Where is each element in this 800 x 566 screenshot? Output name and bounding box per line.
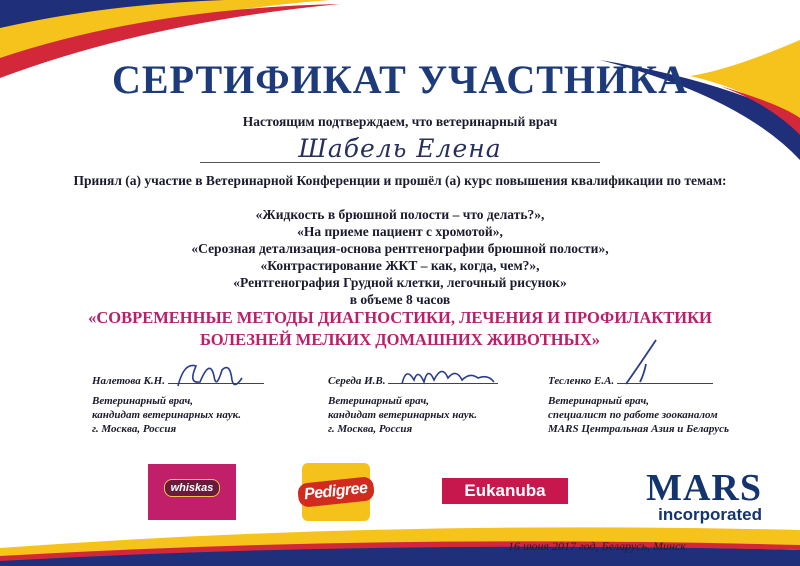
signatory-name: Тесленко Е.А.: [548, 375, 615, 387]
signatory-role-line: Ветеринарный врач,: [328, 395, 429, 407]
signatory-role-line: специалист по работе зооканалом: [548, 409, 718, 421]
hours-text: в объеме 8 часов: [349, 292, 451, 307]
signatory-role-line: г. Москва, Россия: [328, 423, 413, 435]
handwritten-signature: [170, 356, 250, 396]
mars-subtitle: incorporated: [658, 505, 762, 524]
signatory-role-line: кандидат ветеринарных наук.: [328, 409, 477, 421]
name-underline: [200, 162, 600, 163]
mars-wordmark: MARS: [646, 467, 762, 509]
program-title-line: «СОВРЕМЕННЫЕ МЕТОДЫ ДИАГНОСТИКИ, ЛЕЧЕНИЯ И ПРОФИЛАКТИКИ: [88, 308, 712, 327]
topic-item: «На приеме пациент с хромотой»,: [297, 224, 503, 239]
signatory-role-line: Ветеринарный врач,: [92, 395, 193, 407]
whiskas-wordmark: whiskas: [164, 479, 221, 497]
topics-list: [0, 206, 800, 308]
signatory-role: [92, 394, 264, 436]
date-place: 16 июня 2017 год, Беларусь, Минск: [508, 539, 686, 553]
certificate-title: СЕРТИФИКАТ УЧАСТНИКА: [111, 57, 689, 102]
handwritten-signature: [616, 334, 676, 390]
topic-item: «Жидкость в брюшной полости – что делать?»,: [255, 207, 545, 222]
signatory-role-line: MARS Центральная Азия и Беларусь: [548, 423, 730, 435]
topic-item: «Рентгенография Грудной клетки, легочный рисунок»: [233, 275, 567, 290]
mars-logo: [612, 467, 762, 526]
program-title: [0, 307, 800, 351]
participation-text: Принял (а) участие в Ветеринарной Конференции и прошёл (а) курс повышения квалификации по темам:: [73, 173, 727, 188]
participant-name: Шабель Елена: [298, 134, 502, 163]
signatory-role: [548, 394, 729, 436]
topic-item: «Контрастирование ЖКТ – как, когда, чем?»,: [260, 258, 540, 273]
pedigree-logo: [302, 463, 370, 521]
pedigree-wordmark: Pedigree: [297, 476, 375, 508]
topic-item: «Серозная детализация-основа рентгенографии брюшной полости»,: [191, 241, 609, 256]
signatory-role-line: Ветеринарный врач,: [548, 395, 649, 407]
eukanuba-wordmark: Eukanuba: [464, 481, 546, 500]
signatory-name: Налетова К.Н.: [92, 375, 165, 387]
handwritten-signature: [398, 360, 498, 394]
signatory-name: Середа И.В.: [328, 375, 386, 387]
whiskas-logo: [148, 464, 236, 520]
intro-text: Настоящим подтверждаем, что ветеринарный врач: [242, 114, 558, 129]
program-title-line: БОЛЕЗНЕЙ МЕЛКИХ ДОМАШНИХ ЖИВОТНЫХ»: [199, 330, 600, 349]
signatory-role-line: г. Москва, Россия: [92, 423, 177, 435]
eukanuba-logo: [442, 478, 568, 504]
whiskas-tagline: [191, 501, 192, 506]
signatory-role: [328, 394, 498, 436]
signatory-role-line: кандидат ветеринарных наук.: [92, 409, 241, 421]
